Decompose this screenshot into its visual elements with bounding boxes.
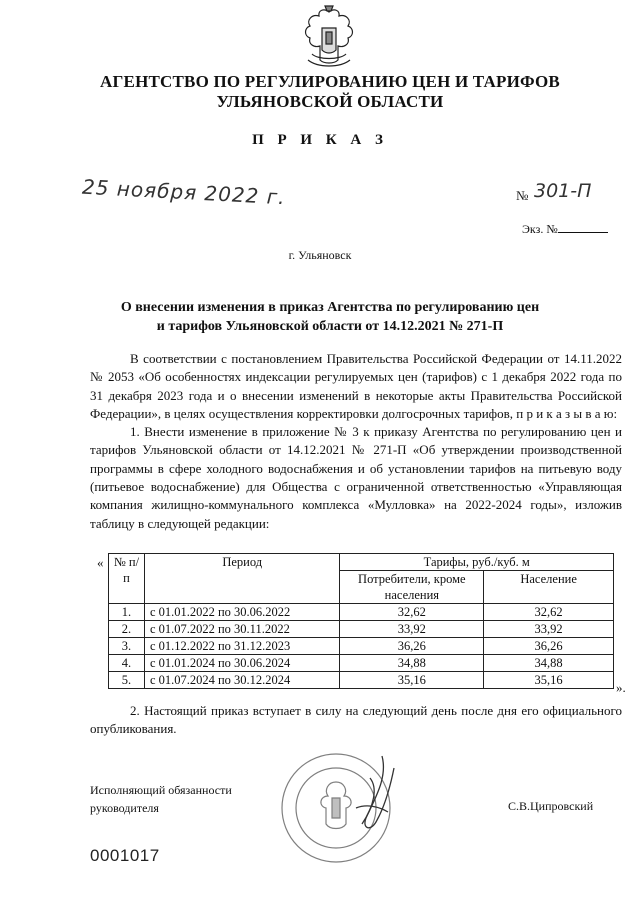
header-tariffs: Тарифы, руб./куб. м [340, 554, 614, 571]
row-population: 33,92 [484, 621, 614, 638]
row-num: 1. [109, 604, 145, 621]
row-period: с 01.07.2024 по 30.12.2024 [144, 672, 340, 689]
agency-name-line1: АГЕНТСТВО ПО РЕГУЛИРОВАНИЮ ЦЕН И ТАРИФОВ [100, 72, 560, 91]
signer-name: С.В.Ципровский [508, 799, 594, 813]
row-consumers: 36,26 [340, 638, 484, 655]
subject-line1: О внесении изменения в приказ Агентства по регулированию цен [120, 300, 540, 315]
row-consumers: 33,92 [340, 621, 484, 638]
copy-blank-line [558, 222, 608, 233]
table-row [109, 655, 614, 672]
row-num: 4. [109, 655, 145, 672]
document-type-title: П Р И К А З [252, 132, 388, 148]
intro-paragraph: В соответствии с постановлением Правительства Российской Федерации от 14.11.2022 № 2053 «Об особенностях индексации регулируемых цен (тарифов) с 1 декабря 2022 года по 31 декабря 2023 года и о внесении изменений в некоторые акты Правительства Российской Федерации», в целях осуществления корректировки долгосрочных тарифов, п р и к а з ы в а ю: [90, 351, 622, 421]
signer-position-line2: руководителя [90, 801, 159, 815]
handwritten-date: 25 ноября 2022 г. [81, 174, 287, 210]
header-num: № п/п [109, 554, 145, 604]
final-section [90, 702, 622, 739]
handwritten-number: 301-П [534, 180, 592, 202]
body-section [90, 350, 622, 533]
copy-label: Экз. № [522, 222, 558, 236]
header-population: Население [484, 571, 614, 604]
row-consumers: 34,88 [340, 655, 484, 672]
table-row [109, 621, 614, 638]
number-label: № [516, 188, 529, 203]
row-period: с 01.01.2022 по 30.06.2022 [144, 604, 340, 621]
row-population: 35,16 [484, 672, 614, 689]
table-quote-open: « [97, 555, 104, 570]
city: г. Ульяновск [288, 248, 352, 262]
row-num: 5. [109, 672, 145, 689]
table-row [109, 604, 614, 621]
row-period: с 01.07.2022 по 30.11.2022 [144, 621, 340, 638]
row-consumers: 35,16 [340, 672, 484, 689]
row-consumers: 32,62 [340, 604, 484, 621]
row-period: с 01.01.2024 по 30.06.2024 [144, 655, 340, 672]
serial-number: 0001017 [90, 846, 160, 865]
table-quote-close: ». [616, 680, 626, 695]
signer-position-line1: Исполняющий обязанности [90, 783, 232, 797]
table-row [109, 638, 614, 655]
header-period: Период [144, 554, 340, 604]
row-population: 34,88 [484, 655, 614, 672]
coat-of-arms-icon [298, 4, 360, 70]
table-row [109, 672, 614, 689]
item1-paragraph: 1. Внести изменение в приложение № 3 к приказу Агентства по регулированию цен и тарифов Ульяновской области от 14.12.2021 № 271-П «Об утверждении производственной программы в сфере холодного водоснабжения и об установлении тарифов на питьевую воду (питьевое водоснабжение) для Общества с ограниченной ответственностью «Управляющая компания жилищно-коммунального комплекса «Мулловка» на 2022-2024 годы», изложив таблицу в следующей редакции: [90, 424, 622, 531]
table-header-row [109, 554, 614, 571]
tariff-table [108, 553, 614, 689]
agency-name-line2: УЛЬЯНОВСКОЙ ОБЛАСТИ [216, 92, 444, 111]
row-population: 36,26 [484, 638, 614, 655]
copy-number [522, 222, 608, 237]
row-num: 2. [109, 621, 145, 638]
item2-paragraph: 2. Настоящий приказ вступает в силу на следующий день после дня его официального опубликования. [90, 703, 622, 737]
row-period: с 01.12.2022 по 31.12.2023 [144, 638, 340, 655]
row-num: 3. [109, 638, 145, 655]
row-population: 32,62 [484, 604, 614, 621]
header-consumers: Потребители, кроме населения [340, 571, 484, 604]
official-stamp-icon [270, 748, 402, 868]
subject-line2: и тарифов Ульяновской области от 14.12.2021 № 271-П [156, 319, 504, 334]
